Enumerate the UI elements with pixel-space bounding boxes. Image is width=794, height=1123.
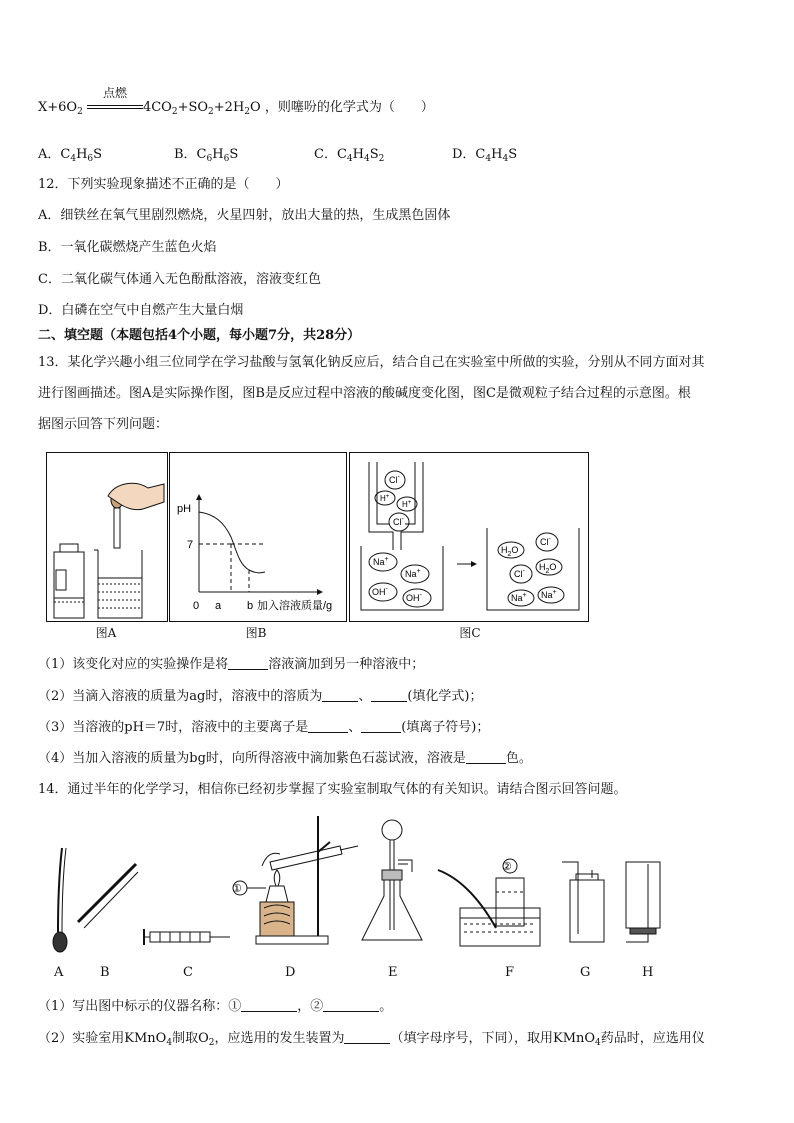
q12-option-c[interactable]: C．二氧化碳气体通入无色酚酞溶液，溶液变红色 (38, 272, 321, 287)
reaction-condition: 点燃 (102, 86, 127, 100)
answer-blank[interactable] (241, 998, 297, 1012)
svg-text:Na+: Na+ (373, 556, 389, 567)
answer-blank[interactable] (228, 656, 268, 670)
figure-b (169, 452, 347, 622)
figure-c-caption: 图C (459, 626, 481, 640)
equation-lhs: X+6O (38, 100, 78, 115)
apparatus-figure (40, 812, 680, 982)
apparatus-label-f: F (505, 965, 515, 980)
answer-blank[interactable] (323, 998, 379, 1012)
apparatus-label-d: D (285, 965, 296, 980)
graph-xb: b (247, 600, 254, 612)
q12-option-b[interactable]: B．一氧化碳燃烧产生蓝色火焰 (38, 240, 217, 255)
option-d[interactable]: D．$C_4H_4S$ (452, 147, 518, 164)
q12-option-a[interactable]: A．细铁丝在氧气里剧烈燃烧，火星四射，放出大量的热，生成黑色固体 (38, 208, 451, 223)
answer-blank[interactable] (308, 719, 348, 733)
svg-text:H2O: $H_2O$ (539, 562, 557, 575)
svg-text:H+: H+ (380, 494, 390, 503)
svg-text:Cl-: Cl- (540, 536, 551, 547)
apparatus-label-c: C (183, 965, 193, 980)
q12-option-d[interactable]: D．白磷在空气中自燃产生大量白烟 (38, 303, 244, 318)
q13-part-2: （2）当滴入溶液的质量为ag时，溶液中的溶质为 、 (填化学式)； (38, 689, 483, 704)
option-c[interactable]: C．$C_4H_4S_2$ (314, 147, 385, 164)
apparatus-label-g: G (580, 965, 591, 980)
equation-rhs-1: 4CO (142, 100, 172, 115)
svg-text:Cl-: Cl- (393, 516, 404, 527)
answer-blank[interactable] (344, 1030, 390, 1044)
graph-xlabel: 加入溶液质量/g (257, 600, 333, 612)
apparatus-label-e: E (388, 965, 398, 980)
graph-xa: a (215, 600, 222, 612)
reaction-arrow (87, 86, 143, 109)
svg-text:H2O: $H_2O$ (501, 545, 519, 558)
apparatus-label-b: B (100, 965, 110, 980)
svg-text:Na+: Na+ (541, 589, 557, 600)
q14-part-1: （1）写出图中标示的仪器名称：① ，② 。 (38, 999, 393, 1014)
svg-text:H+: H+ (402, 500, 412, 509)
svg-text:Na+: Na+ (405, 568, 421, 579)
graph-ylabel: pH (177, 503, 192, 515)
q13-part-4: （4）当加入溶液的质量为bg时，向所得溶液中滴加紫色石蕊试液，溶液是 色。 (38, 751, 532, 766)
figure-a-caption: 图A (95, 626, 117, 640)
svg-text:Na+: Na+ (511, 592, 527, 603)
q14-stem: 14．通过半年的化学学习，相信你已经初步掌握了实验室制取气体的有关知识。请结合图示回答问题。 (38, 782, 627, 797)
mark-1: ① (232, 883, 242, 895)
q11-equation: $X+6O_2$ 点燃 $4CO_2+SO_2+2H_2O$ ，则噻吩的化学式为（ ） (38, 86, 434, 117)
q13-stem-3: 据图示回答下列问题： (38, 417, 169, 432)
mark-2: ② (502, 861, 512, 873)
answer-blank[interactable] (371, 688, 407, 702)
q14-part-2: （2）实验室用KMnO$_4$制取$O_2$，应选用的发生装置为 （填字母序号，下同），取用KMnO$_4$药品时，应选用仪 (38, 1031, 705, 1048)
apparatus-label-h: H (642, 965, 654, 980)
q13-part-3: （3）当溶液的pH＝7时，溶液中的主要离子是 、 (填离子符号)； (38, 720, 490, 735)
answer-blank[interactable] (361, 719, 401, 733)
equation-tail: ，则噻吩的化学式为（ ） (264, 100, 434, 115)
figure-c (349, 452, 589, 622)
graph-y7: 7 (187, 539, 194, 551)
answer-blank[interactable] (322, 688, 358, 702)
figure-b-caption: 图B (245, 626, 267, 640)
apparatus-label-a: A (54, 965, 64, 980)
graph-x0: 0 (193, 600, 200, 612)
q13-stem-2: 进行图画描述。图A是实际操作图，图B是反应过程中溶液的酸碱度变化图，图C是微观粒子结合过程的示意图。根 (38, 386, 691, 401)
svg-text:Cl-: Cl- (514, 568, 525, 579)
svg-text:OH-: OH- (406, 592, 422, 603)
section-heading: 二、填空题（本题包括4个小题，每小题7分，共28分） (38, 328, 361, 343)
svg-text:OH-: OH- (372, 586, 388, 597)
figure-a (46, 452, 168, 622)
q13-part-1: （1）该变化对应的实验操作是将 溶液滴加到另一种溶液中； (38, 657, 425, 672)
q13-stem-1: 13．某化学兴趣小组三位同学在学习盐酸与氢氧化钠反应后，结合自己在实验室中所做的实验，分别从不同方面对其 (38, 355, 705, 370)
answer-blank[interactable] (466, 750, 506, 764)
svg-text:Cl-: Cl- (389, 474, 400, 485)
q12-stem: 12．下列实验现象描述不正确的是（ ） (38, 177, 289, 192)
option-b[interactable]: B．$C_6H_6S$ (174, 147, 239, 164)
option-a[interactable]: A．$C_4H_6S$ (38, 147, 103, 164)
